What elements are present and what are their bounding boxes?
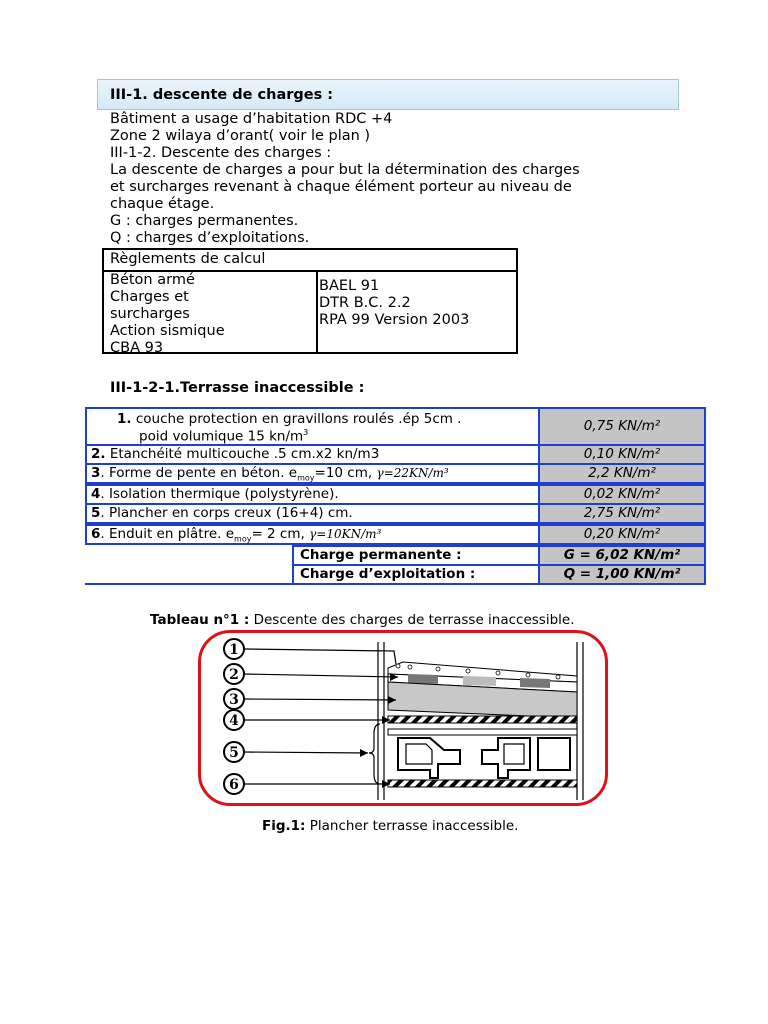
exploitation-value: Q = 1,00 KN/m² <box>538 564 706 585</box>
load-row-2-num: 2. <box>91 446 106 462</box>
intro-line-5: et surcharges revenant à chaque élément porteur au niveau de <box>110 179 572 195</box>
intro-line-1: Bâtiment a usage d’habitation RDC +4 <box>110 111 393 127</box>
load-row-6-text: . Enduit en plâtre. e <box>100 526 235 542</box>
load-row-6-sub: moy <box>234 534 252 544</box>
load-row-5-text: . Plancher en corps creux (16+4) cm. <box>100 505 353 521</box>
figure-labels <box>224 639 244 794</box>
slab-compression-layer <box>388 729 577 735</box>
rules-left-cell <box>104 272 318 356</box>
load-row-1-value: 0,75 KN/m² <box>538 407 706 446</box>
rules-table <box>102 248 518 354</box>
load-row-3-formula: γ=22KN/m³ <box>376 466 449 480</box>
rules-right-line: RPA 99 Version 2003 <box>319 312 470 328</box>
hollow-block-edge <box>538 738 570 770</box>
label-6: 6 <box>229 777 239 793</box>
label-4: 4 <box>229 713 239 729</box>
leader-1 <box>244 649 396 664</box>
load-row-3-text: . Forme de pente en béton. e <box>100 465 298 481</box>
load-table <box>85 407 706 587</box>
rules-left-line: surcharges <box>110 306 190 322</box>
load-row-3-value: 2,2 KN/m² <box>538 463 706 484</box>
intro-line-4: La descente de charges a pour but la détermination des charges <box>110 162 580 178</box>
label-2: 2 <box>229 667 239 683</box>
waterproof-block <box>463 676 496 686</box>
waterproof-block <box>408 674 438 684</box>
leader-3 <box>244 699 396 700</box>
load-row-4-num: 4 <box>91 486 101 502</box>
figure-caption-bold: Fig.1: <box>262 818 306 834</box>
load-row-3-num: 3 <box>91 465 101 481</box>
leader-2 <box>244 674 398 677</box>
load-row-6-value: 0,20 KN/m² <box>538 524 706 545</box>
exploitation-label: Charge d’exploitation : <box>292 564 540 585</box>
intro-line-3: III-1-2. Descente des charges : <box>110 145 332 161</box>
figure-caption <box>262 818 518 834</box>
load-row-4-desc <box>85 484 540 505</box>
intro-line-6: chaque étage. <box>110 196 215 212</box>
rules-left-line: Béton armé <box>110 272 195 288</box>
table-bottom-rule <box>85 583 294 585</box>
intro-text <box>110 111 700 247</box>
load-row-1-text: couche protection en gravillons roulés .ép 5cm . <box>135 411 462 427</box>
waterproof-block <box>520 678 550 688</box>
rules-right-line: DTR B.C. 2.2 <box>319 295 411 311</box>
load-row-4-text: . Isolation thermique (polystyrène). <box>100 486 339 502</box>
insulation-layer <box>388 716 577 723</box>
table-caption <box>150 612 575 628</box>
rules-right-line: BAEL 91 <box>319 278 380 294</box>
label-3: 3 <box>229 692 239 708</box>
hollow-block-cell <box>504 744 524 764</box>
load-row-6-formula: γ=10KN/m³ <box>309 527 382 541</box>
leader-lines <box>244 649 398 784</box>
rules-left-line: CBA 93 <box>110 340 164 356</box>
load-row-6-num: 6 <box>91 526 101 542</box>
load-row-5-num: 5 <box>91 505 101 521</box>
load-row-4-value: 0,02 KN/m² <box>538 484 706 505</box>
load-row-6-desc <box>85 524 540 545</box>
table-caption-text: Descente des charges de terrasse inaccessible. <box>249 612 575 628</box>
plaster-layer <box>388 780 577 787</box>
terrace-title: III-1-2-1.Terrasse inaccessible : <box>110 380 365 396</box>
load-row-2-value: 0,10 KN/m² <box>538 444 706 465</box>
load-row-3-desc <box>85 463 540 484</box>
load-row-1-num: 1. <box>117 411 132 427</box>
permanent-label: Charge permanente : <box>292 545 540 566</box>
leader-5 <box>244 752 368 753</box>
figure-caption-text: Plancher terrasse inaccessible. <box>305 818 519 834</box>
load-row-1-text2: poid volumique 15 kn/m <box>139 428 304 445</box>
load-row-5-desc <box>85 503 540 524</box>
permanent-value: G = 6,02 KN/m² <box>538 545 706 566</box>
terrace-section-figure <box>198 630 608 806</box>
load-row-1-desc <box>85 407 540 446</box>
table-caption-bold: Tableau n°1 : <box>150 612 250 628</box>
intro-line-8: Q : charges d’exploitations. <box>110 230 310 246</box>
label-5: 5 <box>229 745 239 761</box>
rules-left-line: Charges et <box>110 289 189 305</box>
rules-header: Règlements de calcul <box>104 250 516 272</box>
intro-line-7: G : charges permanentes. <box>110 213 299 229</box>
rules-right-cell <box>319 278 469 329</box>
load-row-2-text: Etanchéité multicouche .5 cm.x2 kn/m3 <box>109 446 380 462</box>
hollow-block-cell <box>406 744 432 764</box>
load-row-3-sub: moy <box>297 473 315 483</box>
intro-line-2: Zone 2 wilaya d’orant( voir le plan ) <box>110 128 371 144</box>
load-row-1-sup: 3 <box>303 428 309 437</box>
load-row-3-text-after: =10 cm, <box>314 465 373 481</box>
load-row-2-desc <box>85 444 540 465</box>
label-1: 1 <box>229 642 239 658</box>
load-row-6-text-after: = 2 cm, <box>251 526 305 542</box>
load-row-5-value: 2,75 KN/m² <box>538 503 706 524</box>
section-title: III-1. descente de charges : <box>97 79 679 110</box>
rules-left-line: Action sismique <box>110 323 225 339</box>
